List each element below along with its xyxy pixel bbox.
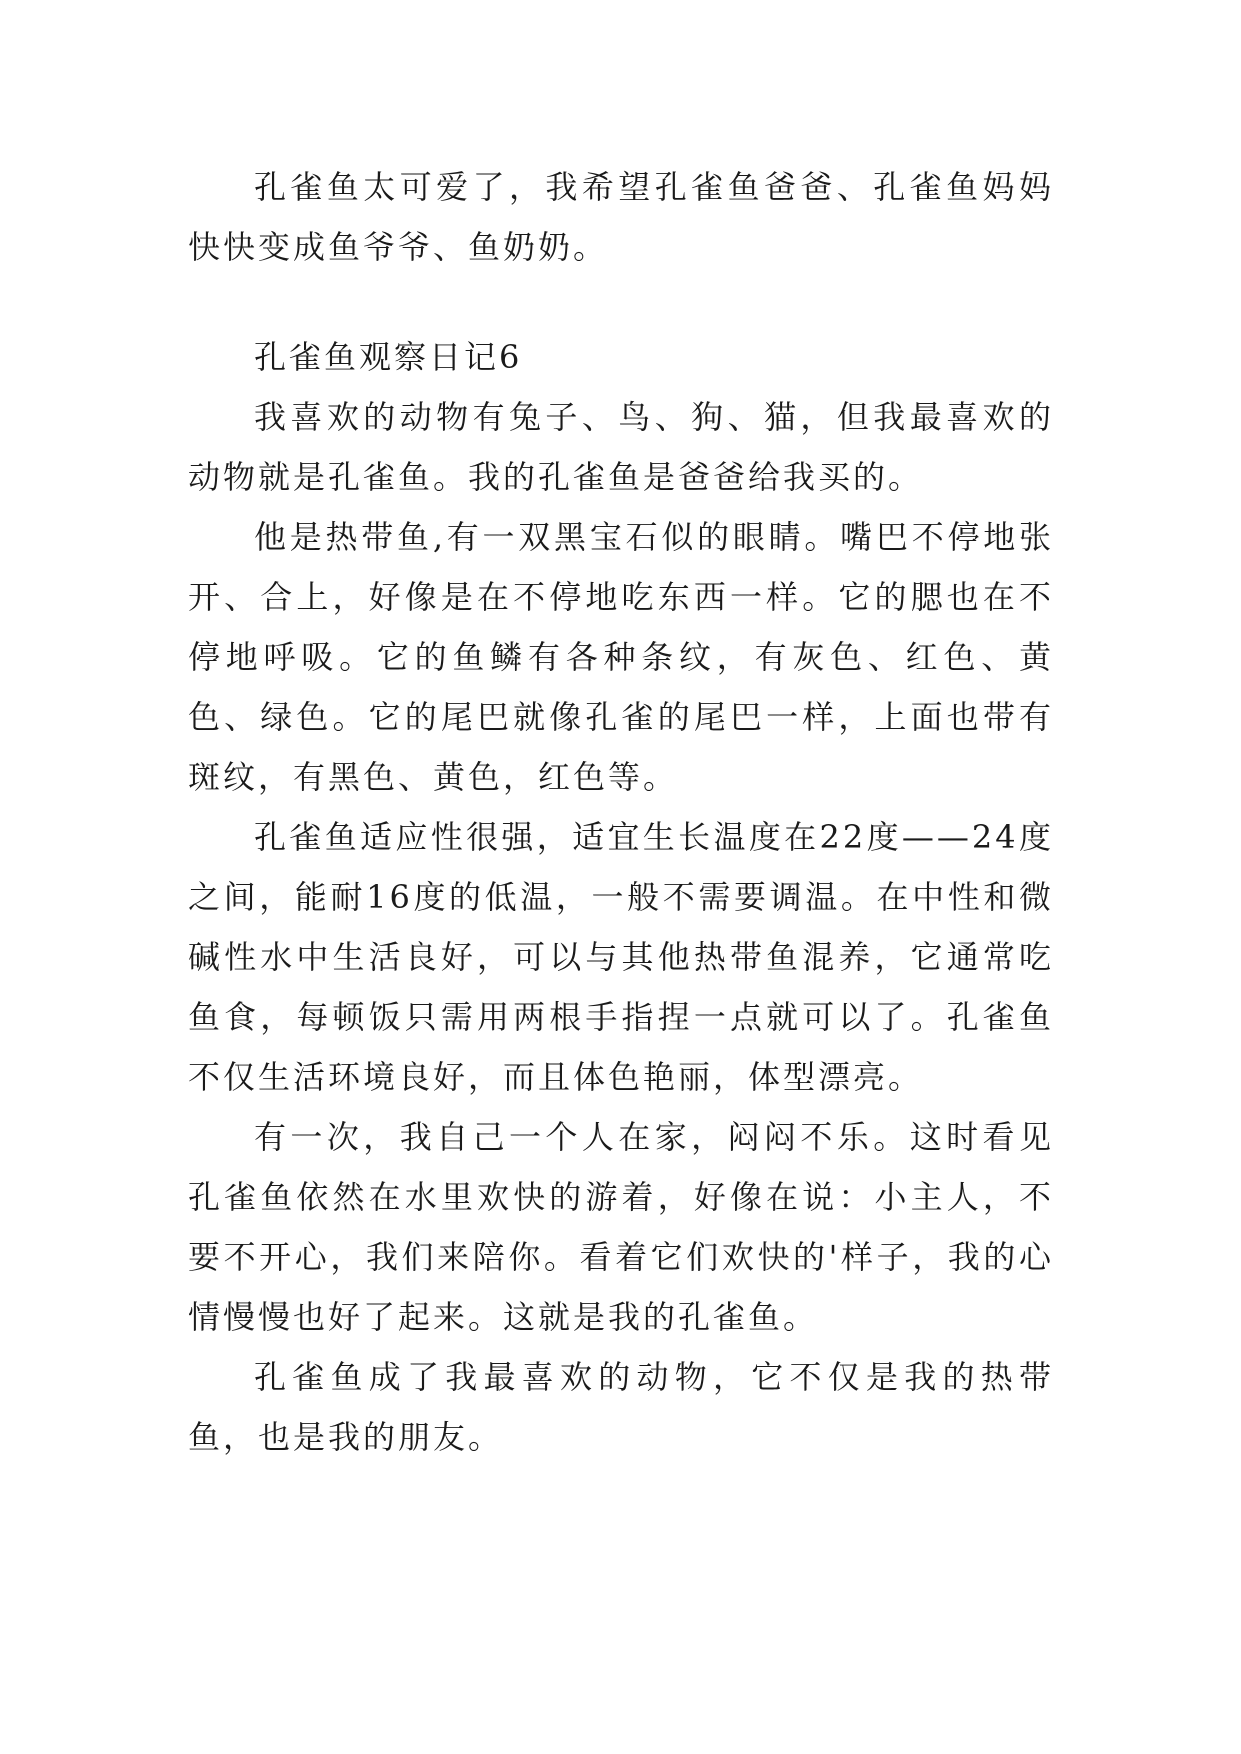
section-title: 孔雀鱼观察日记6 [254,338,523,376]
paragraph-1: 我喜欢的动物有兔子、鸟、狗、猫，但我最喜欢的动物就是孔雀鱼。我的孔雀鱼是爸爸给我买的。 [188,398,1054,496]
intro-paragraph: 孔雀鱼太可爱了，我希望孔雀鱼爸爸、孔雀鱼妈妈快快变成鱼爷爷、鱼奶奶。 [188,168,1054,266]
text-column [188,157,1054,1467]
paragraph-3: 孔雀鱼适应性很强，适宜生长温度在22度——24度之间，能耐16度的低温，一般不需要调温。在中性和微碱性水中生活良好，可以与其他热带鱼混养，它通常吃鱼食，每顿饭只需用两根手指捏一点就可以了。孔雀鱼不仅生活环境良好，而且体色艳丽，体型漂亮。 [188,818,1054,1096]
paragraph-2: 他是热带鱼,有一双黑宝石似的眼睛。嘴巴不停地张开、合上，好像是在不停地吃东西一样。它的腮也在不停地呼吸。它的鱼鳞有各种条纹，有灰色、红色、黄色、绿色。它的尾巴就像孔雀的尾巴一样，上面也带有斑纹，有黑色、黄色，红色等。 [188,518,1054,796]
paragraph-4: 有一次，我自己一个人在家，闷闷不乐。这时看见孔雀鱼依然在水里欢快的游着，好像在说：小主人，不要不开心，我们来陪你。看着它们欢快的'样子，我的心情慢慢也好了起来。这就是我的孔雀鱼。 [188,1118,1054,1336]
paragraph-5: 孔雀鱼成了我最喜欢的动物，它不仅是我的热带鱼，也是我的朋友。 [188,1358,1054,1456]
section-gap [188,277,1054,327]
